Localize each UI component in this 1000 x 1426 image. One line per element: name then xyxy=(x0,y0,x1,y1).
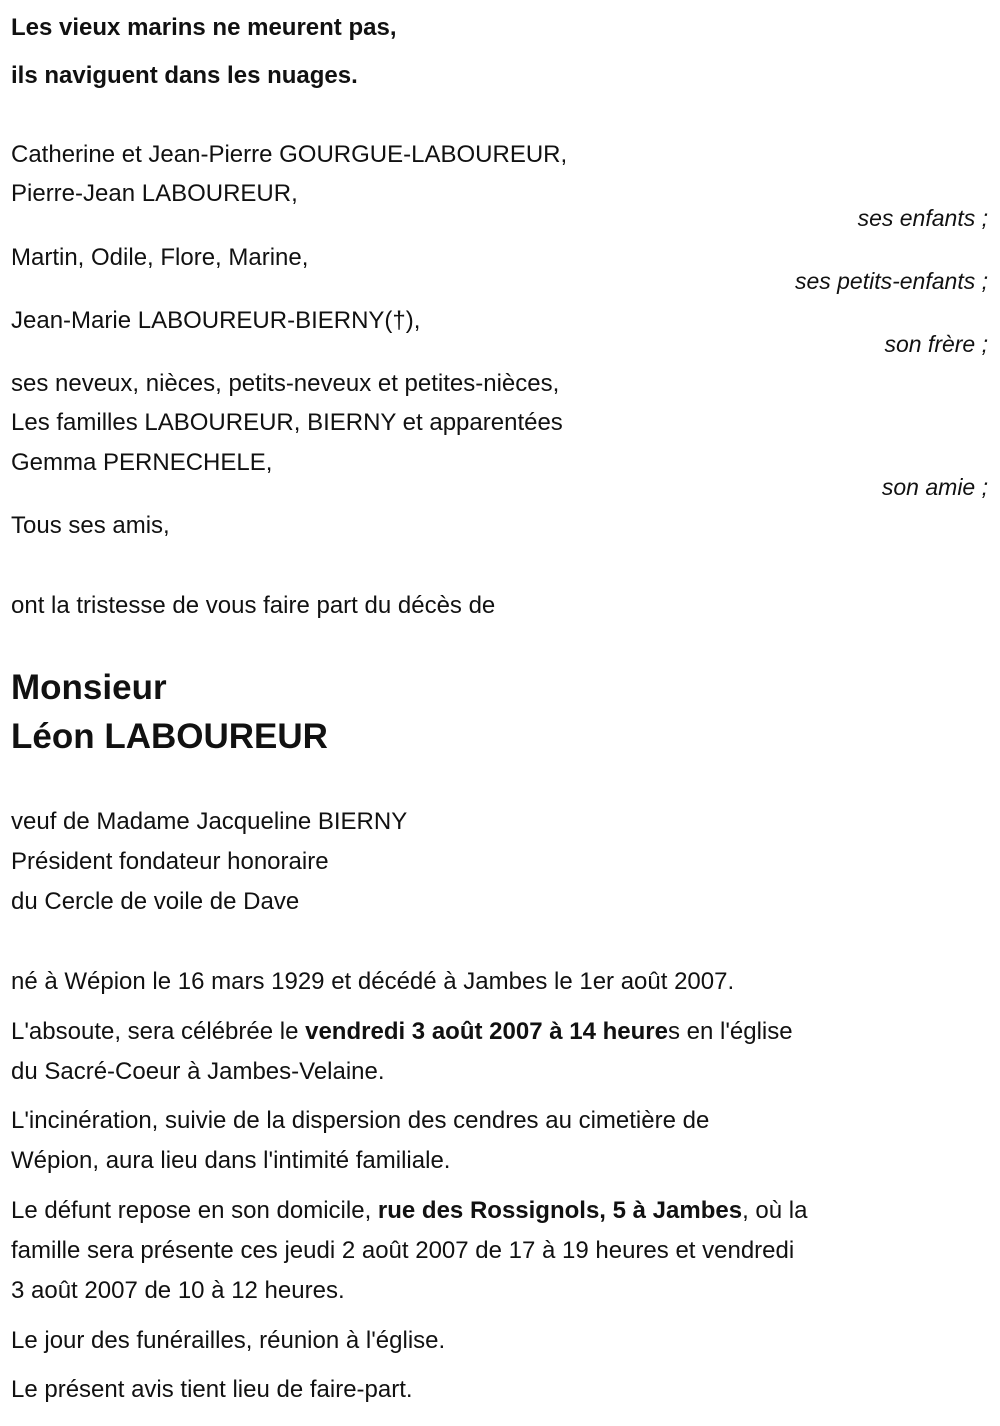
incineration-line-2: Wépion, aura lieu dans l'intimité familiale. xyxy=(11,1147,451,1174)
others-line-1: ses neveux, nièces, petits-neveux et petites-nièces, xyxy=(11,370,560,397)
detail-line-2: Président fondateur honoraire xyxy=(11,848,329,875)
closing: Le présent avis tient lieu de faire-part. xyxy=(11,1376,413,1403)
brother: Jean-Marie LABOUREUR-BIERNY(†), xyxy=(11,307,421,334)
repose-line-3: 3 août 2007 de 10 à 12 heures. xyxy=(11,1277,345,1304)
others-line-3: Gemma PERNECHELE, xyxy=(11,449,273,476)
repose-line-1 xyxy=(11,1196,807,1226)
children-line-2: Pierre-Jean LABOUREUR, xyxy=(11,180,298,207)
deceased-title: Monsieur xyxy=(11,668,167,707)
others-line-2: Les familles LABOUREUR, BIERNY et apparentées xyxy=(11,409,563,436)
epigraph-line-2: ils naviguent dans les nuages. xyxy=(11,62,358,89)
absoute-date: vendredi 3 août 2007 à 14 heure xyxy=(305,1018,668,1045)
absoute-post: s en l'église xyxy=(667,1018,793,1045)
absoute-pre: L'absoute, sera célébrée le xyxy=(11,1018,306,1045)
repose-line-2: famille sera présente ces jeudi 2 août 2007 de 17 à 19 heures et vendredi xyxy=(11,1237,795,1264)
repose-post: , où la xyxy=(742,1197,808,1224)
detail-line-1: veuf de Madame Jacqueline BIERNY xyxy=(11,808,408,835)
epigraph-line-1: Les vieux marins ne meurent pas, xyxy=(11,14,397,41)
absoute-line-1 xyxy=(11,1017,793,1047)
absoute-line-2: du Sacré-Coeur à Jambes-Velaine. xyxy=(11,1058,385,1085)
birth-death: né à Wépion le 16 mars 1929 et décédé à Jambes le 1er août 2007. xyxy=(11,968,735,995)
grandchildren: Martin, Odile, Flore, Marine, xyxy=(11,244,309,271)
children-line-1: Catherine et Jean-Pierre GOURGUE-LABOUREUR, xyxy=(11,141,568,168)
repose-pre: Le défunt repose en son domicile, xyxy=(11,1197,378,1224)
friend-role: son amie ; xyxy=(881,474,988,500)
grandchildren-role: ses petits-enfants ; xyxy=(794,268,988,294)
friends: Tous ses amis, xyxy=(11,512,170,539)
deceased-name: Léon LABOUREUR xyxy=(11,717,328,756)
repose-address: rue des Rossignols, 5 à Jambes xyxy=(377,1197,743,1224)
incineration-line-1: L'incinération, suivie de la dispersion des cendres au cimetière de xyxy=(11,1107,710,1134)
detail-line-3: du Cercle de voile de Dave xyxy=(11,888,300,915)
children-role: ses enfants ; xyxy=(857,205,988,231)
funeral-day: Le jour des funérailles, réunion à l'église. xyxy=(11,1327,446,1354)
brother-role: son frère ; xyxy=(884,331,988,357)
announcement: ont la tristesse de vous faire part du décès de xyxy=(11,592,496,619)
